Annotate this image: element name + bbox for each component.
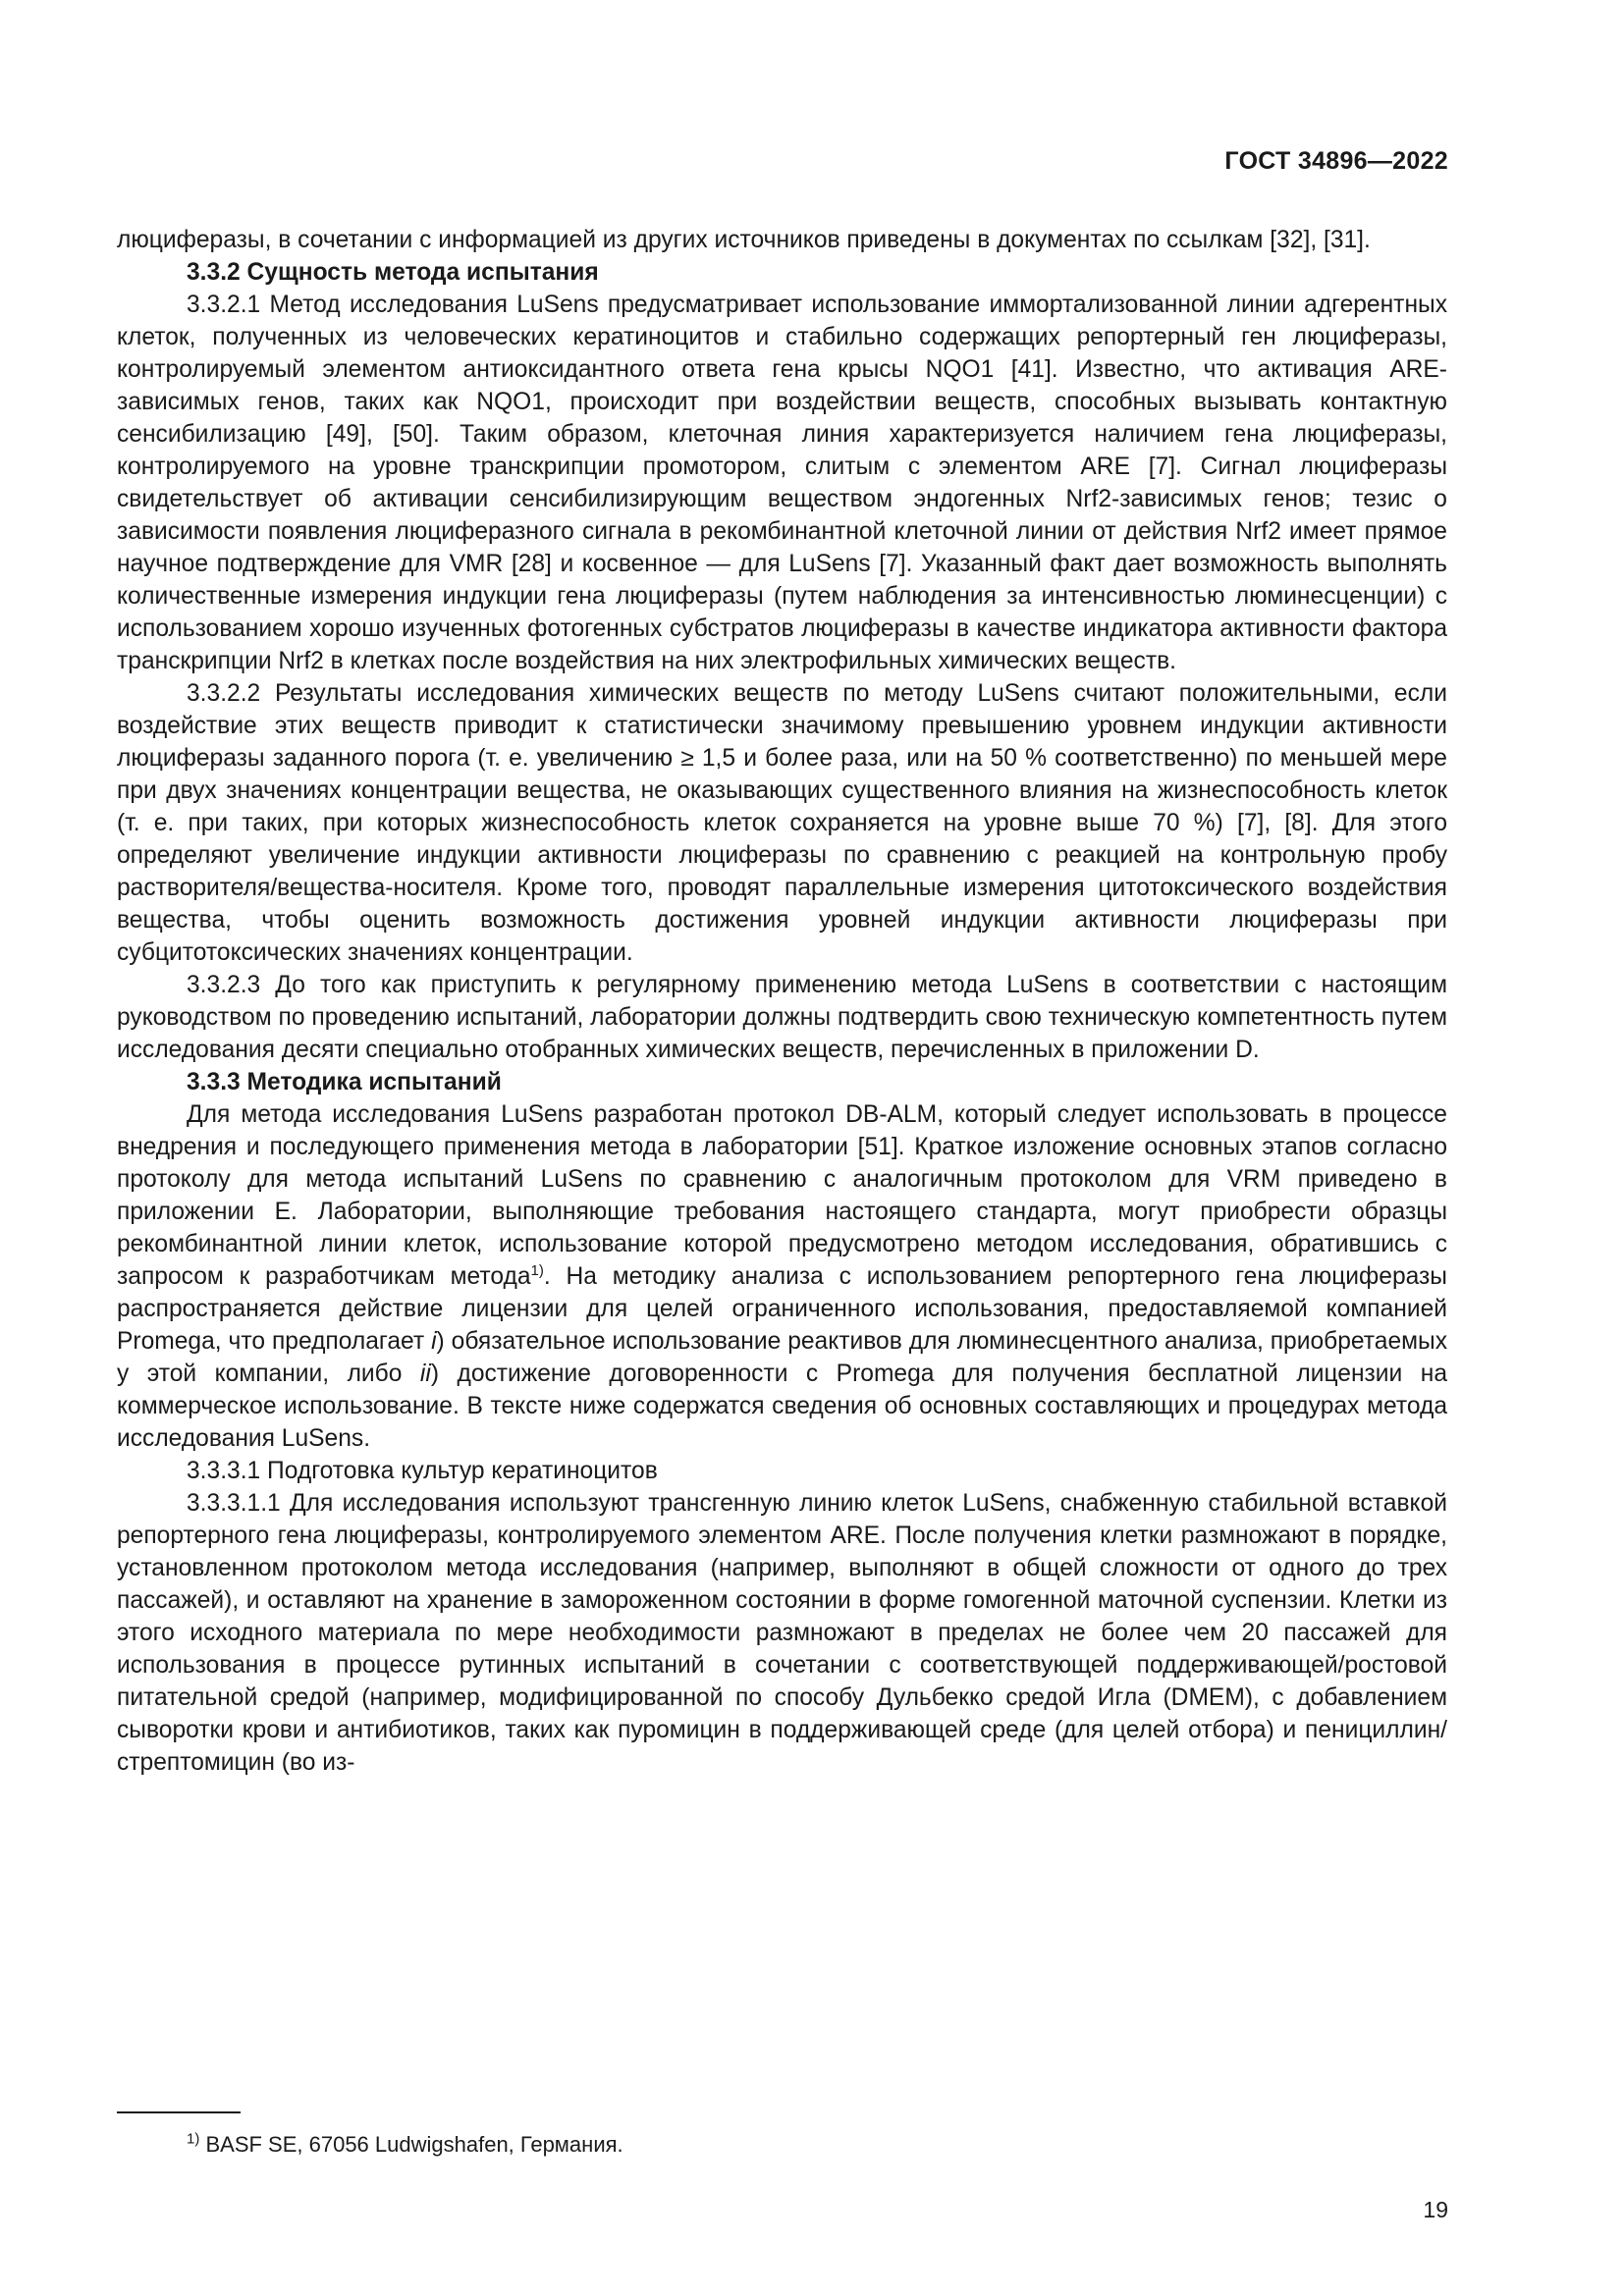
section-heading-3-3-3: 3.3.3 Методика испытаний — [187, 1069, 502, 1095]
footnote-marker: 1) — [187, 2130, 200, 2148]
paragraph-3-3-2-3: 3.3.2.3 До того как приступить к регулярному применению метода LuSens в соответствии с настоящим руководством по проведению испытаний, лаборатории должны подтвердить свою техническую компетентность путем исследования десяти специально отобранных химических веществ, перечисленных в приложении D. — [117, 972, 1447, 1063]
section-heading-3-3-2: 3.3.2 Сущность метода испытания — [187, 259, 599, 286]
paragraph-3-3-3-1-1: 3.3.3.1.1 Для исследования используют трансгенную линию клеток LuSens, снабженную стабильной вставкой репортерного гена люциферазы, контролируемого элементом ARE. После получения клетки размножают в порядке, установленном протоколом метода исследования (например, выполняют в общей сложности от одного до трех пассажей), и оставляют на хранение в замороженном состоянии в форме гомогенной маточной суспензии. Клетки из этого исходного материала по мере необходимости размножают в пределах не более чем 20 пассажей для использования в процессе рутинных испытаний в сочетании с соответствующей поддерживающей/ростовой питательной средой (например, модифицированной по способу Дульбекко средой Игла (DMEM), с добавлением сыворотки крови и антибиотиков, таких как пуромицин в поддерживающей среде (для целей отбора) и пенициллин/стрептомицин (во из- — [117, 1490, 1447, 1776]
footnote-separator — [117, 2111, 241, 2113]
subsection-heading-3-3-3-1: 3.3.3.1 Подготовка культур кератиноцитов — [187, 1458, 658, 1484]
document-body — [117, 224, 1447, 1779]
paragraph-3-3-3-part-a: Для метода исследования LuSens разработан протокол DB-ALM, который следует использовать в процессе внедрения и последующего применения метода в лаборатории [51]. Краткое изложение основных этапов согласно протоколу для метода испытаний LuSens по сравнению с аналогичным протоколом для VRM приведено в приложении E. Лаборатории, выполняющие требования настоящего стандарта, могут приобрести образцы рекомбинантной линии клеток, использование которой предусмотрено методом исследования, обратившись с запросом к разработчикам метода — [117, 1101, 1447, 1290]
paragraph-3-3-2-2: 3.3.2.2 Результаты исследования химических веществ по методу LuSens считают положительными, если воздействие этих веществ приводит к статистически значимому превышению уровнем индукции активности люциферазы заданного порога (т. е. увеличению ≥ 1,5 и более раза, или на 50 % соответственно) по меньшей мере при двух значениях концентрации вещества, не оказывающих существенного влияния на жизнеспособность клеток (т. е. при таких, при которых жизнеспособность клеток сохраняется на уровне выше 70 %) [7], [8]. Для этого определяют увеличение индукции активности люциферазы по сравнению с реакцией на контрольную пробу растворителя/вещества-носителя. Кроме того, проводят параллельные измерения цитотоксического воздействия вещества, чтобы оценить возможность достижения уровней индукции активности люциферазы при субцитотоксических значениях концентрации. — [117, 680, 1447, 966]
paragraph-3-3-3 — [117, 1098, 1447, 1455]
standard-number: ГОСТ 34896—2022 — [1224, 147, 1448, 175]
footnote — [187, 2130, 623, 2160]
paragraph-3-3-3-part-b: . На методику анализа с использованием репортерного гена люциферазы распространяется действие лицензии для целей ограниченного использования, предоставляемой компанией Promega, что предполагает — [117, 1263, 1447, 1355]
footnote-text: BASF SE, 67056 Ludwigshafen, Германия. — [205, 2132, 623, 2157]
italic-marker-i: i — [431, 1328, 437, 1355]
paragraph-3-3-3-part-c: ) обязательное использование реактивов для люминесцентного анализа, приобретаемых у этой компании, либо — [117, 1328, 1448, 1387]
paragraph-3-3-2-1: 3.3.2.1 Метод исследования LuSens предусматривает использование иммортализованной линии адгерентных клеток, полученных из человеческих кератиноцитов и стабильно содержащих репортерный ген люциферазы, контролируемый элементом антиоксидантного ответа гена крысы NQO1 [41]. Известно, что активация ARE-зависимых генов, таких как NQO1, происходит при воздействии веществ, способных вызывать контактную сенсибилизацию [49], [50]. Таким образом, клеточная линия характеризуется наличием гена люциферазы, контролируемого на уровне транскрипции промотором, слитым с элементом ARE [7]. Сигнал люциферазы свидетельствует об активации сенсибилизирующим веществом эндогенных Nrf2-зависимых генов; тезис о зависимости появления люциферазного сигнала в рекомбинантной клеточной линии от действия Nrf2 имеет прямое научное подтверждение для VMR [28] и косвенное — для LuSens [7]. Указанный факт дает возможность выполнять количественные измерения индукции гена люциферазы (путем наблюдения за интенсивностью люминесценции) с использованием хорошо изученных фотогенных субстратов люциферазы в качестве индикатора активности фактора транскрипции Nrf2 в клетках после воздействия на них электрофильных химических веществ. — [117, 292, 1447, 674]
paragraph-intro: люциферазы, в сочетании с информацией из других источников приведены в документах по ссылкам [32], [31]. — [117, 227, 1371, 253]
italic-marker-ii: ii — [419, 1361, 431, 1387]
page-number: 19 — [1423, 2197, 1448, 2222]
footnote-reference: 1) — [530, 1261, 544, 1279]
paragraph-3-3-3-part-d: ) достижение договоренности с Promega для получения бесплатной лицензии на коммерческое использование. В тексте ниже содержатся сведения об основных составляющих и процедурах метода исследования LuSens. — [117, 1361, 1447, 1452]
